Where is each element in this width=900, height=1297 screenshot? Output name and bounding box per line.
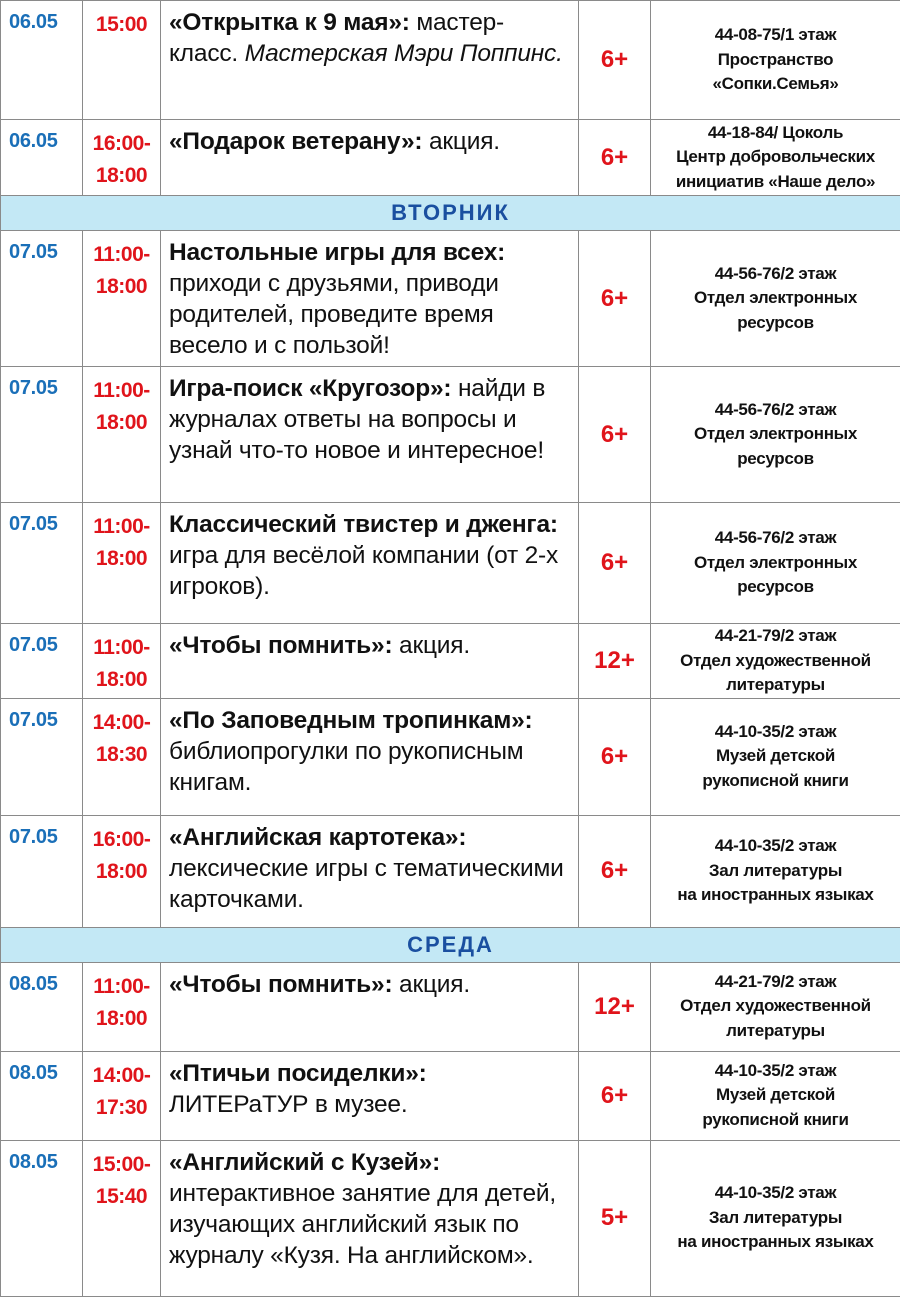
time-line: 18:00 [83, 856, 160, 888]
event-details: библиопрогулки по рукописным книгам. [169, 738, 523, 796]
time-line: 18:00 [83, 407, 160, 439]
age-rating: 6+ [579, 120, 651, 196]
age-rating: 12+ [579, 624, 651, 699]
event-location [651, 120, 900, 196]
time-line: 11:00- [83, 239, 160, 271]
time-line: 11:00- [83, 375, 160, 407]
time-line: 18:00 [83, 664, 160, 696]
location-line: Отдел электронных [651, 286, 900, 311]
event-date: 06.05 [1, 120, 83, 196]
time-line: 15:00 [83, 9, 160, 41]
event-location [651, 1, 900, 120]
time-line: 15:40 [83, 1181, 160, 1213]
schedule-body [1, 1, 900, 1297]
event-date: 07.05 [1, 503, 83, 624]
age-rating: 6+ [579, 231, 651, 367]
location-line: 44-21-79/2 этаж [651, 970, 900, 995]
location-line: Отдел электронных [651, 551, 900, 576]
event-date: 07.05 [1, 698, 83, 815]
event-location [651, 698, 900, 815]
event-row [1, 503, 900, 624]
event-details: мастер-класс. [169, 9, 504, 67]
event-time [83, 698, 161, 815]
location-line: 44-56-76/2 этаж [651, 526, 900, 551]
event-time [83, 815, 161, 927]
event-location [651, 815, 900, 927]
event-description [161, 1, 579, 120]
event-title: «По Заповедным тропинкам»: [169, 707, 533, 734]
event-title: «Английская картотека»: [169, 824, 466, 851]
time-line: 18:00 [83, 543, 160, 575]
location-line: 44-10-35/2 этаж [651, 720, 900, 745]
age-rating: 6+ [579, 503, 651, 624]
event-row [1, 1140, 900, 1296]
location-line: 44-10-35/2 этаж [651, 1059, 900, 1084]
location-line: на иностранных языках [651, 883, 900, 908]
event-description [161, 503, 579, 624]
event-row [1, 1, 900, 120]
time-line: 18:00 [83, 271, 160, 303]
event-details: игра для весёлой компании (от 2-х игроков). [169, 542, 558, 600]
event-description [161, 1051, 579, 1140]
location-line: 44-10-35/2 этаж [651, 834, 900, 859]
event-description [161, 367, 579, 503]
age-rating: 6+ [579, 815, 651, 927]
event-time [83, 503, 161, 624]
event-title: Классический твистер и дженга: [169, 511, 558, 538]
event-details: интерактивное занятие для детей, изучающих английский язык по журналу «Кузя. На английском». [169, 1180, 556, 1269]
event-row [1, 1051, 900, 1140]
event-description [161, 231, 579, 367]
event-row [1, 367, 900, 503]
location-line: Пространство [651, 48, 900, 73]
event-description [161, 698, 579, 815]
event-details: акция. [422, 128, 500, 155]
location-line: Зал литературы [651, 859, 900, 884]
event-location [651, 1140, 900, 1296]
event-time [83, 962, 161, 1051]
event-date: 07.05 [1, 815, 83, 927]
location-line: на иностранных языках [651, 1230, 900, 1255]
event-details: акция. [392, 632, 470, 659]
day-header-row [1, 927, 900, 962]
location-line: литературы [651, 673, 900, 698]
event-date: 08.05 [1, 962, 83, 1051]
time-line: 17:30 [83, 1092, 160, 1124]
event-row [1, 120, 900, 196]
day-header: СРЕДА [1, 927, 900, 962]
event-time [83, 1, 161, 120]
event-title: «Чтобы помнить»: [169, 971, 392, 998]
location-line: рукописной книги [651, 769, 900, 794]
time-line: 15:00- [83, 1149, 160, 1181]
location-line: инициатив «Наше дело» [651, 170, 900, 195]
event-time [83, 624, 161, 699]
age-rating: 6+ [579, 367, 651, 503]
event-description [161, 120, 579, 196]
time-line: 11:00- [83, 971, 160, 1003]
event-title: «Открытка к 9 мая»: [169, 9, 410, 36]
age-rating: 6+ [579, 1051, 651, 1140]
event-details: ЛИТЕРаТУР в музее. [169, 1091, 407, 1118]
location-line: Центр добровольческих [651, 145, 900, 170]
location-line: 44-56-76/2 этаж [651, 398, 900, 423]
event-title: «Подарок ветерану»: [169, 128, 422, 155]
location-line: литературы [651, 1019, 900, 1044]
location-line: 44-56-76/2 этаж [651, 262, 900, 287]
location-line: «Сопки.Семья» [651, 72, 900, 97]
time-line: 18:00 [83, 1003, 160, 1035]
event-title: «Английский с Кузей»: [169, 1149, 440, 1176]
location-line: Отдел электронных [651, 422, 900, 447]
event-title: Настольные игры для всех: [169, 239, 505, 266]
age-rating: 6+ [579, 1, 651, 120]
location-line: Отдел художественной [651, 649, 900, 674]
event-row [1, 231, 900, 367]
event-details: приходи с друзьями, приводи родителей, проведите время весело и с пользой! [169, 270, 499, 359]
time-line: 11:00- [83, 511, 160, 543]
event-location [651, 962, 900, 1051]
time-line: 18:00 [83, 160, 160, 192]
event-location [651, 231, 900, 367]
location-line: ресурсов [651, 311, 900, 336]
event-details: лексические игры с тематическими карточками. [169, 855, 564, 913]
time-line: 18:30 [83, 739, 160, 771]
time-line: 11:00- [83, 632, 160, 664]
event-time [83, 1140, 161, 1296]
event-row [1, 624, 900, 699]
time-line: 14:00- [83, 1060, 160, 1092]
event-organizer: Мастерская Мэри Поппинс. [245, 40, 563, 67]
event-description [161, 1140, 579, 1296]
location-line: 44-21-79/2 этаж [651, 624, 900, 649]
event-location [651, 1051, 900, 1140]
event-location [651, 624, 900, 699]
event-date: 07.05 [1, 231, 83, 367]
location-line: ресурсов [651, 447, 900, 472]
event-date: 06.05 [1, 1, 83, 120]
event-row [1, 962, 900, 1051]
age-rating: 5+ [579, 1140, 651, 1296]
event-description [161, 962, 579, 1051]
event-title: «Чтобы помнить»: [169, 632, 392, 659]
time-line: 14:00- [83, 707, 160, 739]
day-header: ВТОРНИК [1, 196, 900, 231]
event-date: 07.05 [1, 624, 83, 699]
event-date: 08.05 [1, 1140, 83, 1296]
location-line: 44-18-84/ Цоколь [651, 121, 900, 146]
age-rating: 12+ [579, 962, 651, 1051]
event-date: 08.05 [1, 1051, 83, 1140]
location-line: Отдел художественной [651, 994, 900, 1019]
location-line: Музей детской [651, 744, 900, 769]
location-line: рукописной книги [651, 1108, 900, 1133]
event-time [83, 367, 161, 503]
event-title: «Птичьи посиделки»: [169, 1060, 427, 1087]
location-line: 44-08-75/1 этаж [651, 23, 900, 48]
event-details: акция. [392, 971, 470, 998]
event-row [1, 815, 900, 927]
event-location [651, 367, 900, 503]
event-location [651, 503, 900, 624]
event-date: 07.05 [1, 367, 83, 503]
location-line: Зал литературы [651, 1206, 900, 1231]
age-rating: 6+ [579, 698, 651, 815]
event-row [1, 698, 900, 815]
event-time [83, 231, 161, 367]
location-line: 44-10-35/2 этаж [651, 1181, 900, 1206]
event-title: Игра-поиск «Кругозор»: [169, 375, 451, 402]
event-description [161, 624, 579, 699]
location-line: ресурсов [651, 575, 900, 600]
time-line: 16:00- [83, 824, 160, 856]
location-line: Музей детской [651, 1083, 900, 1108]
event-details: найди в журналах ответы на вопросы и узнай что-то новое и интересное! [169, 375, 545, 464]
event-time [83, 120, 161, 196]
day-header-row [1, 196, 900, 231]
time-line: 16:00- [83, 128, 160, 160]
event-time [83, 1051, 161, 1140]
event-description [161, 815, 579, 927]
